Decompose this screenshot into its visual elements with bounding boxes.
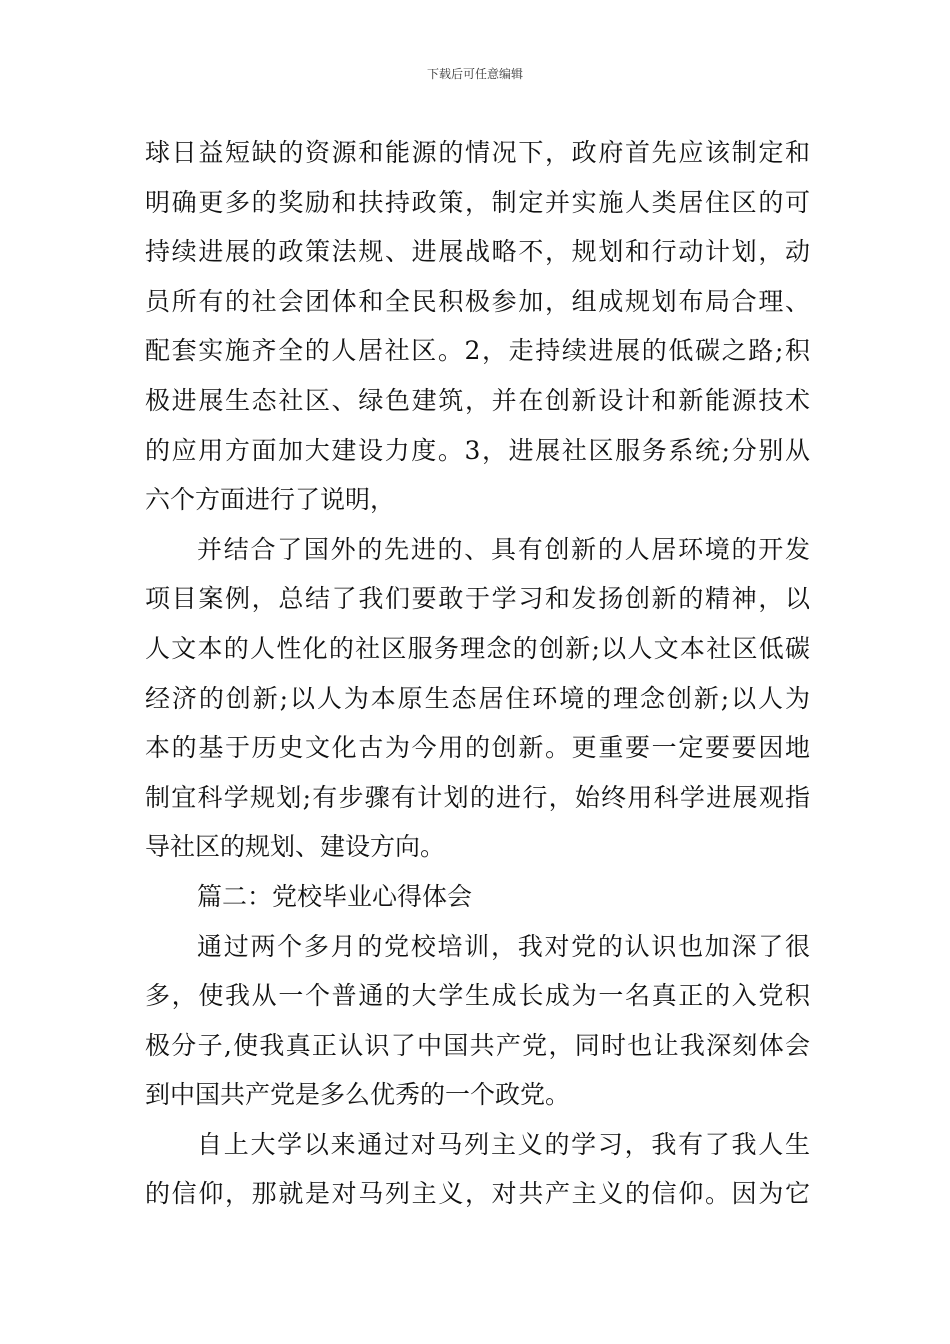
text-line: 明确更多的奖励和扶持政策，制定并实施人类居住区的可 bbox=[145, 187, 810, 217]
text-line: 配套实施齐全的人居社区。2，走持续进展的低碳之路;积 bbox=[145, 336, 810, 366]
text-line: 极进展生态社区、绿色建筑，并在创新设计和新能源技术 bbox=[145, 385, 810, 415]
text-line: 极分子,使我真正认识了中国共产党，同时也让我深刻体会 bbox=[145, 1030, 810, 1060]
text-line: 的应用方面加大建设力度。3，进展社区服务系统;分别从 bbox=[145, 435, 810, 465]
paragraph-first-line: 通过两个多月的党校培训，我对党的认识也加深了很 bbox=[197, 931, 810, 961]
text-line: 项目案例，总结了我们要敢于学习和发扬创新的精神，以 bbox=[145, 584, 810, 614]
section-heading: 篇二：党校毕业心得体会 bbox=[197, 881, 473, 911]
text-line: 员所有的社会团体和全民积极参加，组成规划布局合理、 bbox=[145, 286, 810, 316]
text-line: 到中国共产党是多么优秀的一个政党。 bbox=[145, 1080, 571, 1110]
text-line: 经济的创新;以人为本原生态居住环境的理念创新;以人为 bbox=[145, 683, 810, 713]
text-line: 球日益短缺的资源和能源的情况下，政府首先应该制定和 bbox=[145, 138, 810, 167]
document-body bbox=[145, 128, 810, 1219]
text-line: 的信仰，那就是对马列主义，对共产主义的信仰。因为它 bbox=[145, 1179, 810, 1209]
text-line: 本的基于历史文化古为今用的创新。更重要一定要要因地 bbox=[145, 733, 810, 763]
text-line: 六个方面进行了说明， bbox=[145, 485, 396, 515]
text-line: 导社区的规划、建设方向。 bbox=[145, 832, 446, 862]
text-line: 制宜科学规划;有步骤有计划的进行，始终用科学进展观指 bbox=[145, 782, 810, 812]
paragraph-first-line: 自上大学以来通过对马列主义的学习，我有了我人生 bbox=[197, 1129, 810, 1159]
text-line: 多，使我从一个普通的大学生成长成为一名真正的入党积 bbox=[145, 981, 810, 1011]
text-line: 持续进展的政策法规、进展战略不，规划和行动计划，动 bbox=[145, 237, 810, 267]
page-header: 下载后可任意编辑 bbox=[426, 67, 523, 81]
paragraph-first-line: 并结合了国外的先进的、具有创新的人居环境的开发 bbox=[197, 534, 810, 564]
text-line: 人文本的人性化的社区服务理念的创新;以人文本社区低碳 bbox=[145, 633, 810, 663]
